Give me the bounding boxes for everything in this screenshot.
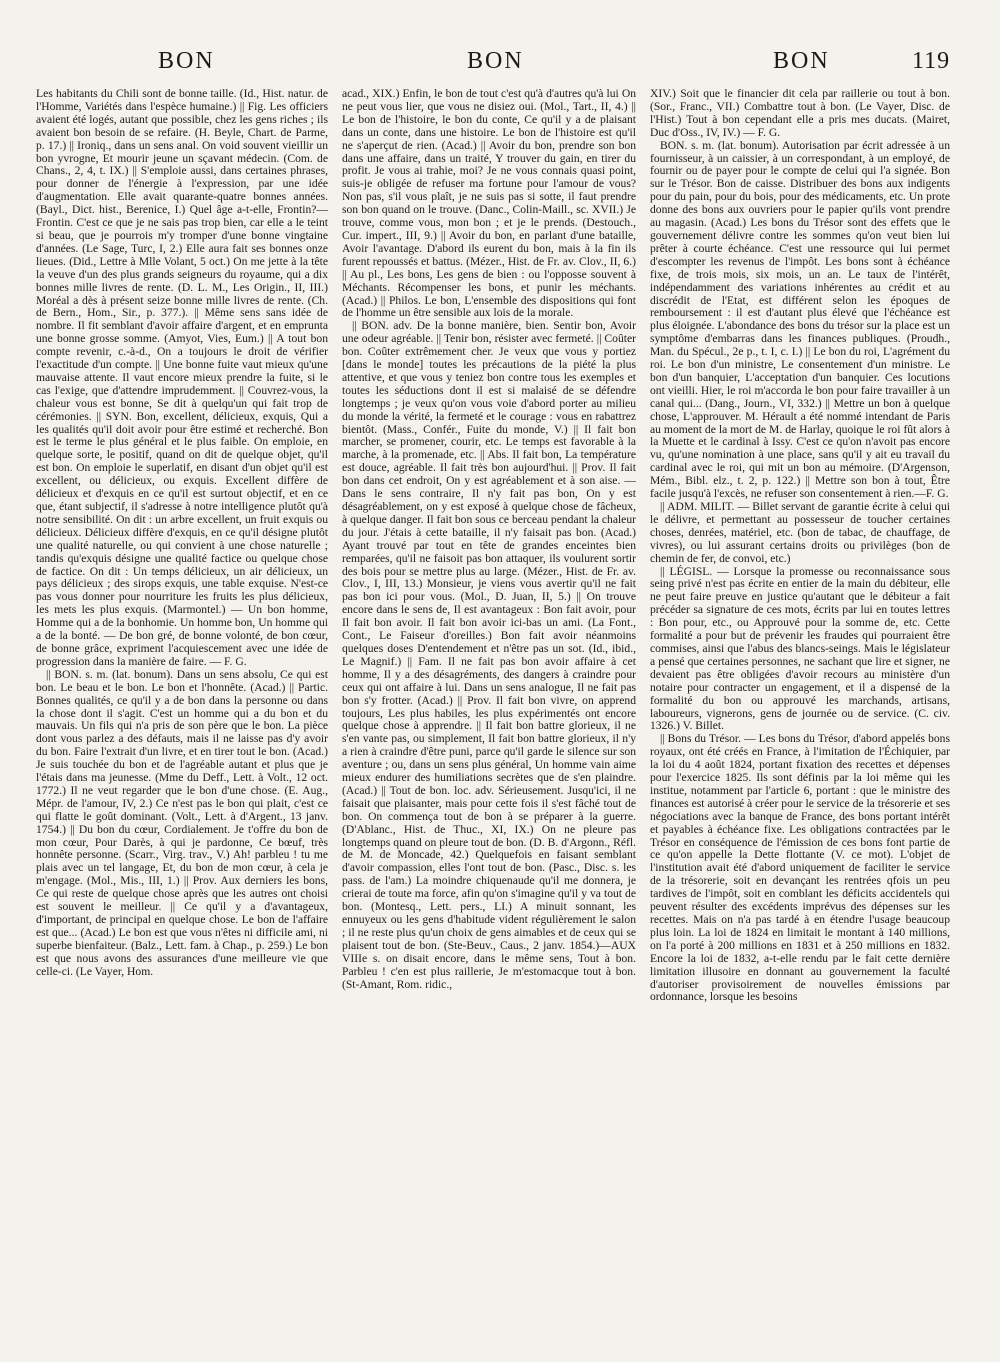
running-head-right: BON bbox=[773, 48, 830, 74]
entry-paragraph: || ADM. MILIT. — Billet servant de garantie écrite à celui qui le délivre, et permettant au possesseur de toucher certaines choses, denrées, matériel, etc. (bon de tabac, de chauffage, de vivres), ou lui assurant certains droits ou privilèges (bon de chemin de fer, de convoi, etc.) bbox=[650, 500, 950, 565]
running-head bbox=[0, 48, 1000, 82]
entry-paragraph: || LÉGISL. — Lorsque la promesse ou reconnaissance sous seing privé n'est pas écrite en entier de la main du débiteur, elle ne peut faire preuve en justice qu'autant que le débiteur a fait précéder sa signature de ces mots, écrits par lui en toutes lettres : Bon pour, etc., ou Approuvé pour la somme de, etc. Cette formalité a pour but de prévenir les fraudes qui pourraient être commises, ainsi que l'abus des blancs-seings. Mais le législateur a pensé que certaines personnes, ne sachant que lire et signer, ne devaient pas être obligées d'avoir recours au ministère d'un notaire pour contracter un engagement, et il a dispensé de la formalité du bon ou approuvé les marchands, artisans, laboureurs, vignerons, gens de journée ou de service. (C. civ. 1326.) V. Billet. bbox=[650, 564, 950, 733]
column-3 bbox=[650, 88, 950, 1318]
entry-paragraph: || Bons du Trésor. — Les bons du Trésor, d'abord appelés bons royaux, ont été créés en France, à l'imitation de l'Échiquier, par la loi du 4 août 1824, portant fixation des recettes et dépenses pour l'exercice 1825. Ils sont définis par la loi même qui les institue, notamment par l'article 6, portant : que le ministre des finances est autorisé à créer pour le service de la trésorerie et ses négociations avec la banque de France, des bons portant intérêt et payables à échéance fixe. Les obligations contractées par le Trésor en conséquence de l'émission de ces bons font partie de ce qu'on appelle la Dette flottante (V. ce mot). L'objet de l'institution avait été d'abord uniquement de faciliter le service de la trésorerie, soit en devançant les rentrées qfois un peu tardives de l'impôt, soit en comblant les déficits accidentels qui peuvent résulter des excédents imprévus des dépenses sur les recettes. Mais on n'a pas tardé à en étendre l'usage beaucoup plus loin. La loi de 1824 en limitait le montant à 140 millions, on l'a porté à 200 millions en 1831 et à 250 millions en 1832. Encore la loi de 1832, a-t-elle rendu par le fait cette dernière limitation illusoire en donnant au gouvernement la faculté d'autoriser provisoirement de nouvelles émissions par ordonnance, lorsque les besoins bbox=[650, 732, 950, 1004]
page-number: 119 bbox=[912, 48, 951, 74]
entry-paragraph: Les habitants du Chili sont de bonne taille. (Id., Hist. natur. de l'Homme, Variétés dans l'espèce humaine.) || Fig. Les officiers avaient été logés, autant que possible, chez les gens riches ; ils avaient bon besoin de se refaire. (H. Beyle, Chart. de Parme, p. 17.) || Ironiq., dans un sens anal. On void souvent vieillir un bon yvrogne, Et mourir jeune un sçavant médecin. (Com. de Chans., 2, 4, t. IX.) || S'emploie aussi, dans certaines phrases, pour donner de l'énergie à l'expression, par une idée d'augmentation. Elle avait quarante-quatre bonnes années.(Bayl., Dict. hist., Berenice, I.) Quel âge a-t-elle, Frontin?—Frontin. C'est ce que je ne sais pas trop bien, car elle a le teint si beau, que je pourrois m'y tromper d'une bonne vingtaine d'années. (Le Sage, Turc, I, 2.) Elle aura fait ses bonnes onze lieues. (Did., Lettre à Mlle Volant, 5 oct.) On me jette à la tête la veuve d'un des plus grands seigneurs du royaume, qui a dix bonnes mille livres de rente. (D. L. M., Les Origin., II, III.) Moréal a dès à présent seize bonne mille livres de rente. (Ch. de Bern., Hom., Sir., p. 377.). || Même sens sans idée de nombre. Il fit semblant d'avoir affaire d'argent, et en emprunta une bonne grosse somme. (Amyot, Vies, Eum.) || A tout bon compte revenir, c.-à-d., On a toujours le droit de vérifier l'exactitude d'un compte. || Une bonne fuite vaut mieux qu'une mauvaise attente. Il vaut encore mieux prendre la fuite, si le cas l'exige, que d'attendre imprudemment. || Couvrez-vous, la chaleur vous est bonne, Se dit à quelqu'un qui fait trop de cérémonies. || SYN. Bon, excellent, délicieux, exquis, Qui a les qualités qu'il doit avoir pour être estimé et recherché. Bon est le terme le plus général et le plus faible. On emploie, en quelque sorte, le positif, quand on dit de quelque objet, qu'il est bon. On emploie le superlatif, en disant d'un objet qu'il est excellent, ou délicieux, ou exquis. Excellent diffère de délicieux et d'exquis en ce qu'il est surtout objectif, et en ce que, étant subjectif, il s'adresse à notre intelligence plutôt qu'à notre sensibilité. On dit : un arbre excellent, un fruit exquis ou délicieux. Délicieux diffère d'exquis, en ce qu'il désigne plutôt une qualité naturelle, ou qui convient à une chose naturelle ; tandis qu'exquis désigne une qualité factice ou quelque chose de factice. On dit : Un temps délicieux, un air délicieux, un pays délicieux ; des sirops exquis, une table exquise. N'est-ce pas vous donner pour nourriture les fruits les plus délicieux, les mets les plus exquis. (Marmontel.) — Un bon homme, Homme qui a de la bonhomie. Un homme bon, Un homme qui a de la bonté. — De bon gré, de bonne volonté, de bon cœur, de bonne grâce, expriment l'acquiescement avec une idée de progression dans la manière de faire. — F. G. bbox=[36, 88, 328, 668]
column-1 bbox=[36, 88, 328, 1318]
entry-paragraph: || BON. adv. De la bonne manière, bien. Sentir bon, Avoir une odeur agréable. || Tenir bon, résister avec fermeté. || Coûter bon. Coûter extrêmement cher. Je veux que vous y portiez [dans le monde] toutes les précautions de la piété la plus attentive, et que vous y teniez bon contre tous les exemples et toutes les séductions dont il est si malaisé de se défendre longtemps ; je veux qu'on vous voie d'abord porter au milieu du monde la vérité, la fermeté et le courage : vous en rabattrez bientôt. (Mass., Confér., Fuite du monde, V.) || Il fait bon marcher, se promener, courir, etc. Le temps est favorable à la marche, à la promenade, etc. || Abs. Il fait bon, La température est douce, agréable. Il fait très bon aujourd'hui. || Prov. Il fait bon dans cet endroit, On y est agréablement et à son aise. — Dans le sens contraire, Il n'y fait pas bon, On y est désagréablement, on y est exposé à quelque chose de fâcheux, à quelque danger. Il fait bon sous ce berceau pendant la chaleur du jour. J'étais à cette bataille, il n'y faisait pas bon. (Acad.) Ayant trouvé par tout en tête de grandes enceintes bien remparées, qu'il ne faisoit pas bon attaquer, ils voulurent sortir des bois pour se mettre plus au large. (Mézer., Hist. de Fr. av. Clov., I, III, 13.) Monsieur, je viens vous avertir qu'il ne fait pas bon ici pour vous. (Mol., D. Juan, II, 5.) || On trouve encore dans le sens de, Il est avantageux : Bon fait avoir, pour Il fait bon avoir. Il fait bon avoir ici-bas un ami. (La Font., Cont., Le Faiseur d'oreilles.) Bon fait avoir néanmoins quelques doses D'entendement et n'être pas un sot. (Id., ibid., Le Magnif.) || Fam. Il ne fait pas bon avoir affaire à cet homme, Il y a des désagréments, des dangers à craindre pour ceux qui ont affaire à lui. Dans un sens analogue, Il ne fait pas bon s'y frotter. (Acad.) || Prov. Il fait bon vivre, on apprend toujours, Les plus habiles, les plus expérimentés ont encore quelque chose à apprendre. || Il fait bon battre glorieux, il ne s'en vante pas, ou simplement, Il fait bon battre glorieux, il n'y a rien à craindre d'être puni, parce qu'il garde le silence sur son aventure ; ou, dans un sens plus général, Un homme vain aime mieux endurer des humiliations secrètes que de s'en plaindre. (Acad.) || Tout de bon. loc. adv. Sérieusement. Jusqu'ici, il ne faisait que plaisanter, mais pour cette fois il s'est fâché tout de bon. On commença tout de bon à se préparer à la guerre. (D'Ablanc., Hist. de Thuc., XI, IX.) On ne pleure pas longtemps quand on pleure tout de bon. (D. B. d'Argonn., Réfl. de M. de Moncade, 42.) Quelquefois en faisant semblant d'avoir compassion, elles l'ont tout de bon. (Pasc., Disc. s. les pass. de l'am.) La moindre chiquenaude qu'il me donnera, je crierai de toute ma force, afin qu'on s'imagine qu'il y va tout de bon. (Montesq., Lett. pers., LI.) A minuit sonnant, les ennuyeux ou les gens d'habitude vident régulièrement le salon ; il ne reste plus qu'un choix de gens aimables et de ceux qui se plaisent tout de bon. (Ste-Beuv., Caus., 2 janv. 1854.)—AUX VIIIe s. on disait encore, dans le même sens, Tout à bon. Parbleu ! c'en est plus raillerie, Je m'estomacque tout à bon. (St-Amant, Rom. ridic., bbox=[342, 319, 636, 991]
text-columns bbox=[36, 88, 964, 1318]
entry-paragraph: acad., XIX.) Enfin, le bon de tout c'est qu'à d'autres qu'à lui On ne peut vous lier, que vous ne disiez oui. (Mol., Tart., II, 4.) || Le bon de l'histoire, le bon du conte, Ce qu'il y a de plaisant dans un conte, dans une histoire. Le bon de l'histoire est qu'il ne s'aperçut de rien. (Acad.) || Avoir du bon, prendre son bon dans une affaire, dans un traité, Y trouver du gain, en tirer du profit. Je vous ai trahie, moi? Je ne vous connais quasi point, suis-je obligée de refuser ma fortune pour l'amour de vous? Non pas, s'il vous plaît, je ne suis pas si sotte, il faut prendre son bon quand on le trouve. (Danc., Colin-Maill., sc. XVII.) Je trouve, comme vous, mon bon ; et je le prends. (Destouch., Cur. impert., III, 9.) || Avoir du bon, en parlant d'une bataille, Avoir l'avantage. D'abord ils eurent du bon, mais à la fin ils furent repoussés et battus. (Mézer., Hist. de Fr. av. Clov., II, 6.) || Au pl., Les bons, Les gens de bien : ou l'opposse souvent à Méchants. Récompenser les bons, et punir les méchants. (Acad.) || Philos. Le bon, L'ensemble des dispositions qui font de l'homme un être sensible aux lois de la morale. bbox=[342, 88, 636, 320]
running-head-center: BON bbox=[467, 48, 524, 74]
running-head-left: BON bbox=[158, 48, 215, 74]
entry-paragraph: XIV.) Soit que le financier dit cela par raillerie ou tout à bon. (Sor., Franc., VII.) Combattre tout à bon. (Le Vayer, Disc. de l'Hist.) Tout à bon cependant elle a pris mes ducats. (Mairet, Duc d'Oss., IV, IV.) — F. G. bbox=[650, 88, 950, 139]
entry-paragraph: || BON. s. m. (lat. bonum). Dans un sens absolu, Ce qui est bon. Le beau et le bon. Le bon et l'honnête. (Acad.) || Partic. Bonnes qualités, ce qu'il y a de bon dans la personne ou dans la chose dont il s'agit. C'est un homme qui a du bon et du mauvais. Un fils qui n'a pris de son père que le bon. La pièce dont vous parlez a des défauts, mais il ne laisse pas d'y avoir du bon. Faire l'extrait d'un livre, et en tirer tout le bon. (Acad.) Je suis touchée du bon et de l'agréable autant et plus que je l'étais dans ma jeunesse. (Mme du Deff., Lett. à Volt., 12 oct. 1772.) Il ne veut regarder que le bon d'une chose. (E. Aug., Mépr. de l'amour, IV, 2.) Ce n'est pas le bon qui plait, c'est ce qui flatte le goût dominant. (Volt., Lett. à d'Argent., 13 janv. 1754.) || Du bon du cœur, Cordialement. Je t'offre du bon de mon cœur, Pour Darès, à qui je pardonne, Ce bœuf, très honnête personne. (Scarr., Virg. trav., V.) Ah! parbleu ! tu me plais avec un tel langage, Et, du bon de mon cœur, à cela je m'engage. (Mol., Mis., III, 1.) || Prov. Aux derniers les bons, Ce qui reste de quelque chose après que les autres ont choisi est souvent le meilleur. || Ce qu'il y a d'avantageux, d'important, de principal en quelque chose. Le bon de l'affaire est que... (Acad.) Le bon est que vous n'êtes ni difficile ami, ni superbe bienfaiteur. (Balz., Lett. fam. à Chap., p. 259.) Le bon est que nous avons des assurances d'une meilleure vie que celle-ci. (Le Vayer, Hom. bbox=[36, 667, 328, 978]
column-2 bbox=[342, 88, 636, 1318]
entry-paragraph: BON. s. m. (lat. bonum). Autorisation par écrit adressée à un fournisseur, à un caissier, à un correspondant, à un employé, de fournir ou de payer pour le compte de celui qui l'a signée. Bon sur le Trésor. Bon de caisse. Distribuer des bons aux indigents pour du pain, pour du bois, pour des médicaments, etc. Un prote donne des bons aux ouvriers pour le papier qu'ils vont prendre au magasin. (Acad.) Les bons du Trésor sont des effets que le gouvernement délivre contre les sommes qu'on veut bien lui prêter à courte échéance. C'est une ressource qui lui permet d'escompter les revenus de l'impôt. Les bons sont à échéance fixe, de trois mois, six mois, un an. Le taux de l'intérêt, indépendamment des variations inhérentes au crédit et au discrédit de l'Etat, est différent selon les époques de remboursement : il est d'autant plus élevé que l'échéance est plus éloignée. L'abondance des bons du trésor sur la place est un symptôme d'embarras dans les finances publiques. (Proudh., Man. du Spécul., 2e p., t. I, c. I.) || Le bon du roi, L'agrément du roi. Le bon d'un ministre, Le consentement d'un ministre. Le bon d'un banquier, L'acceptation d'un banquier. Ces locutions ont vieilli. Hier, le roi m'accorda le bon pour faire travailler à un canal qui... (Dang., Journ., VI, 332.) || Mettre un bon à quelque chose, L'approuver. M. Hérault a été nommé intendant de Paris au moment de la mort de M. de Harlay, quoique le roi fût alors à la Muette et le cardinal à Issy. C'est ce qu'on n'avoit pas encore vu, qu'une nomination à une place, sans qu'il y ait eu travail du cardinal avec le roi, qui mit un bon au mémoire. (D'Argenson, Mém., Bibl. elz., t. 2, p. 122.) || Mettre son bon à tout, Être facile jusqu'à l'excès, ne refuser son consentement à rien.—F. G. bbox=[650, 138, 950, 501]
